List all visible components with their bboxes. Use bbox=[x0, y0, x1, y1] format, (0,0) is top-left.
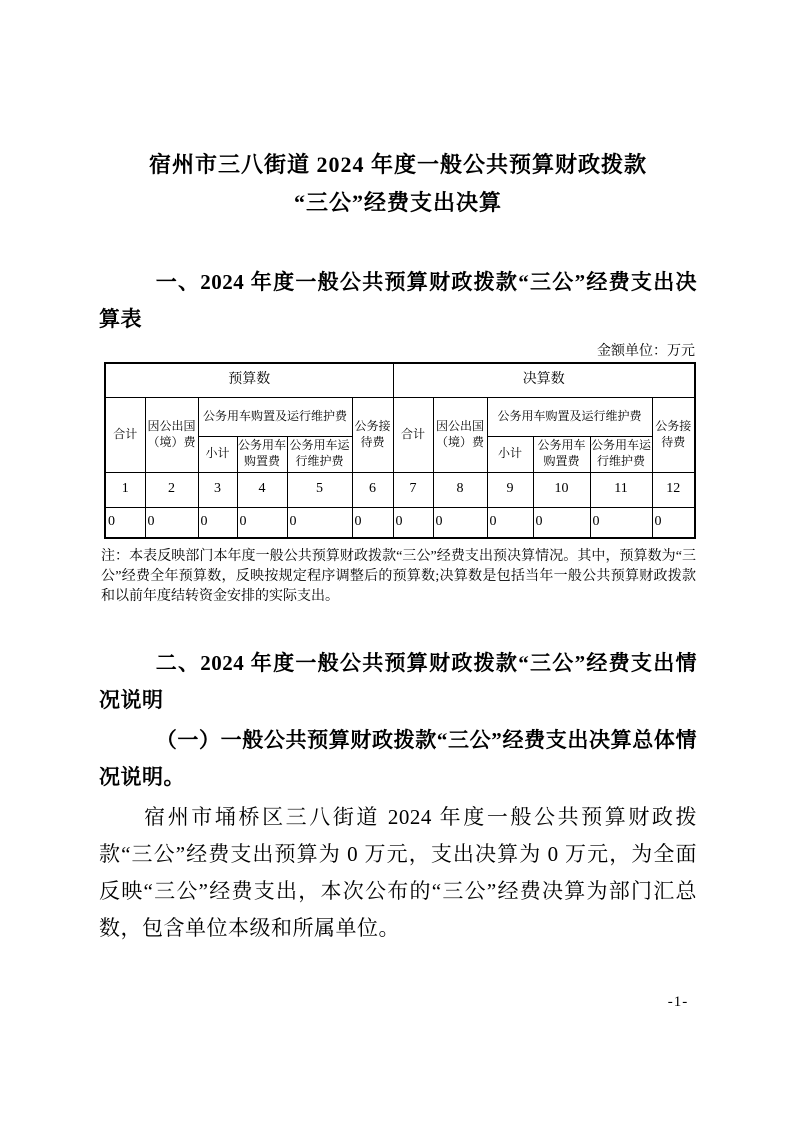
header-final-reception: 公务接待费 bbox=[652, 397, 695, 472]
column-number: 5 bbox=[287, 472, 352, 507]
header-final-purchase: 公务用车购置费 bbox=[533, 436, 590, 472]
header-budget-vehicle-group: 公务用车购置及运行维护费 bbox=[198, 397, 352, 436]
document-title bbox=[99, 146, 697, 222]
header-budget-purchase: 公务用车购置费 bbox=[237, 436, 287, 472]
section-one-heading: 一、2024 年度一般公共预算财政拨款“三公”经费支出决算表 bbox=[99, 270, 697, 331]
column-number: 6 bbox=[352, 472, 393, 507]
title-line-1: 宿州市三八街道 2024 年度一般公共预算财政拨款 bbox=[148, 152, 647, 177]
column-number: 8 bbox=[433, 472, 487, 507]
table-note: 注：本表反映部门本年度一般公共预算财政拨款“三公”经费支出预决算情况。其中，预算数为“三公”经费全年预算数，反映按规定程序调整后的预算数;决算数是包括当年一般公共预算财政拨款和以前年度结转资金安排的实际支出。 bbox=[101, 549, 696, 604]
budget-group-header: 预算数 bbox=[105, 363, 393, 397]
final-group-header: 决算数 bbox=[393, 363, 695, 397]
value-cell: 0 bbox=[105, 507, 145, 538]
header-final-subtotal: 小计 bbox=[487, 436, 533, 472]
value-cell: 0 bbox=[237, 507, 287, 538]
title-line-2: “三公”经费支出决算 bbox=[293, 190, 502, 215]
column-number: 12 bbox=[652, 472, 695, 507]
value-cell: 0 bbox=[652, 507, 695, 538]
column-number: 1 bbox=[105, 472, 145, 507]
column-number: 11 bbox=[590, 472, 652, 507]
table-header-row bbox=[105, 397, 695, 436]
amount-unit-label: 金额单位：万元 bbox=[597, 344, 695, 359]
header-budget-reception: 公务接待费 bbox=[352, 397, 393, 472]
value-cell: 0 bbox=[487, 507, 533, 538]
column-number: 9 bbox=[487, 472, 533, 507]
header-budget-total: 合计 bbox=[105, 397, 145, 472]
value-cell: 0 bbox=[433, 507, 487, 538]
header-final-vehicle-group: 公务用车购置及运行维护费 bbox=[487, 397, 652, 436]
body-paragraph: 宿州市埇桥区三八街道 2024 年度一般公共预算财政拨款“三公”经费支出预算为 0 万元，支出决算为 0 万元，为全面反映“三公”经费支出，本次公布的“三公”经费决算为部门汇总数，包含单位本级和所属单位。 bbox=[99, 805, 697, 940]
column-number: 2 bbox=[145, 472, 198, 507]
header-final-operation: 公务用车运行维护费 bbox=[590, 436, 652, 472]
header-budget-operation: 公务用车运行维护费 bbox=[287, 436, 352, 472]
value-cell: 0 bbox=[287, 507, 352, 538]
value-cell: 0 bbox=[590, 507, 652, 538]
column-number: 10 bbox=[533, 472, 590, 507]
table-group-header-row bbox=[105, 363, 695, 397]
section-two-heading: 二、2024 年度一般公共预算财政拨款“三公”经费支出情况说明 bbox=[99, 651, 697, 712]
value-cell: 0 bbox=[352, 507, 393, 538]
value-cell: 0 bbox=[393, 507, 433, 538]
column-number: 3 bbox=[198, 472, 237, 507]
value-cell: 0 bbox=[198, 507, 237, 538]
page-number: -1- bbox=[667, 994, 689, 1010]
three-public-expense-table bbox=[104, 362, 696, 539]
header-budget-subtotal: 小计 bbox=[198, 436, 237, 472]
subsection-one-heading: （一）一般公共预算财政拨款“三公”经费支出决算总体情况说明。 bbox=[99, 728, 697, 789]
header-budget-abroad: 因公出国（境）费 bbox=[145, 397, 198, 472]
value-cell: 0 bbox=[533, 507, 590, 538]
value-cell: 0 bbox=[145, 507, 198, 538]
header-final-total: 合计 bbox=[393, 397, 433, 472]
value-row bbox=[105, 507, 695, 538]
column-number: 4 bbox=[237, 472, 287, 507]
column-number: 7 bbox=[393, 472, 433, 507]
header-final-abroad: 因公出国（境）费 bbox=[433, 397, 487, 472]
column-number-row bbox=[105, 472, 695, 507]
